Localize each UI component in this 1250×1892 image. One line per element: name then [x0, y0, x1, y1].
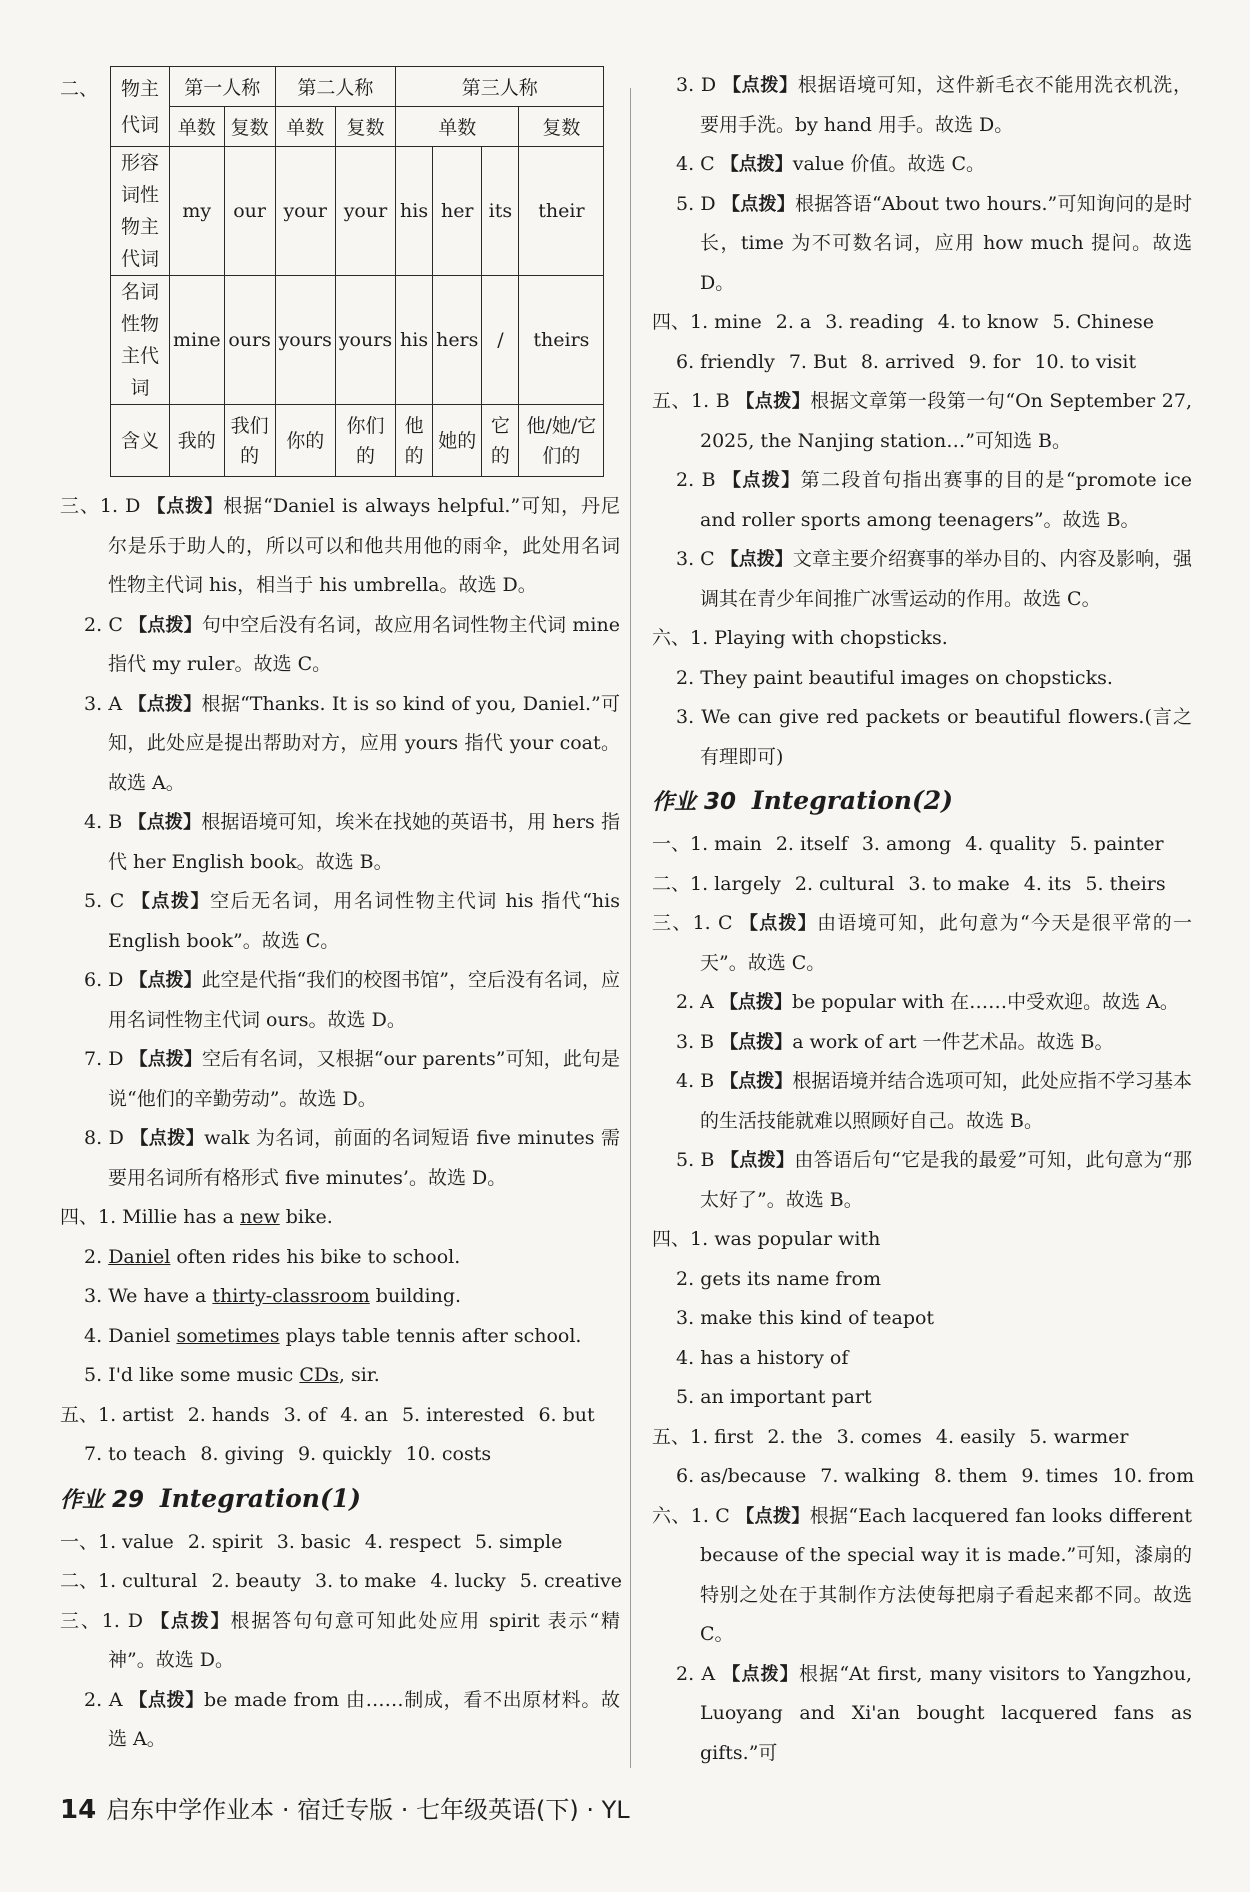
answer-row: 二、1. largely 2. cultural 3. to make 4. its 5. theirs: [652, 872, 1166, 895]
footer-title: 启东中学作业本 · 宿迁专版 · 七年级英语(下) · YL: [106, 1796, 630, 1824]
table-cell: 他的: [396, 405, 433, 477]
pronoun-table-section: [60, 66, 620, 477]
table-cell: our: [224, 147, 275, 276]
table-cell: her: [433, 147, 482, 276]
answer-item: 六、1. Playing with chopsticks.: [652, 627, 948, 649]
table-cell: yours: [335, 276, 395, 405]
answer-item: 8. D 【点拨】walk 为名词，前面的名词短语 five minutes 需要用名词所有格形式 five minutes’。故选 D。: [84, 1127, 621, 1189]
table-header-cell: 第三人称: [396, 67, 604, 107]
table-cell: 它的: [482, 405, 519, 477]
column-divider: [630, 88, 631, 1768]
answer-item: 3. A 【点拨】根据“Thanks. It is so kind of you, Daniel.”可知，此处应是提出帮助对方，应用 yours 指代 your coat。故选 A。: [84, 692, 620, 794]
table-row-label: 名词性物主代词: [111, 276, 170, 405]
answer-row: 6. as/because 7. walking 8. them 9. times 10. from: [676, 1465, 1195, 1487]
table-header-cell: 单数: [275, 107, 335, 147]
table-cell: 我们的: [224, 405, 275, 477]
table-cell: hers: [433, 276, 482, 405]
table-cell: 你的: [275, 405, 335, 477]
table-header-cell: 物主代词: [111, 67, 170, 147]
answer-item: 6. D 【点拨】此空是代指“我们的校图书馆”，空后没有名词，应用名词性物主代词 ours。故选 D。: [84, 969, 620, 1031]
assignment-29-heading: 作业 29 Integration(1): [60, 1483, 362, 1513]
table-cell: ours: [224, 276, 275, 405]
answer-item: 四、1. was popular with: [652, 1228, 881, 1250]
answer-row: 五、1. artist 2. hands 3. of 4. an 5. interested 6. but: [60, 1403, 595, 1426]
table-cell: 他/她/它们的: [519, 405, 604, 477]
answer-item: 7. D 【点拨】空后有名词，又根据“our parents”可知，此句是说“他们的辛勤劳动”。故选 D。: [84, 1048, 620, 1110]
page-footer: [60, 1790, 630, 1825]
table-cell: their: [519, 147, 604, 276]
table-cell: yours: [275, 276, 335, 405]
answer-item: 5. an important part: [676, 1386, 872, 1408]
answer-item: 三、1. D 【点拨】根据答句句意可知此处应用 spirit 表示“精神”。故选 D。: [60, 1609, 621, 1671]
answer-item: 2. C 【点拨】句中空后没有名词，故应用名词性物主代词 mine 指代 my ruler。故选 C。: [84, 613, 620, 675]
answer-item: 5. D 【点拨】根据答语“About two hours.”可知询问的是时长，time 为不可数名词，应用 how much 提问。故选 D。: [676, 192, 1193, 294]
table-header-cell: 复数: [335, 107, 395, 147]
table-header-cell: 复数: [224, 107, 275, 147]
table-cell: /: [482, 276, 519, 405]
answer-row: 7. to teach 8. giving 9. quickly 10. costs: [84, 1443, 492, 1465]
left-column: [60, 66, 620, 1760]
table-cell: mine: [170, 276, 225, 405]
table-header-cell: 单数: [396, 107, 519, 147]
section-5-answers: [60, 1396, 620, 1475]
table-row-label: 含义: [111, 405, 170, 477]
answer-item: 2. They paint beautiful images on chopsticks.: [676, 666, 1113, 689]
answer-item: 三、1. C 【点拨】由语境可知，此句意为“今天是很平常的一天”。故选 C。: [652, 912, 1192, 974]
answer-item: 5. B 【点拨】由答语后句“它是我的最爱”可知，此句意为“那太好了”。故选 B。: [676, 1149, 1192, 1211]
right-column: [652, 66, 1195, 1773]
answer-item: 3. B 【点拨】a work of art 一件艺术品。故选 B。: [676, 1030, 1114, 1053]
answer-item: 4. B 【点拨】根据语境可知，埃米在找她的英语书，用 hers 指代 her English book。故选 B。: [84, 811, 621, 873]
answer-item: 四、1. Millie has a new bike.: [60, 1206, 333, 1228]
table-cell: theirs: [519, 276, 604, 405]
table-cell: 她的: [433, 405, 482, 477]
table-cell: your: [335, 147, 395, 276]
answer-item: 五、1. B 【点拨】根据文章第一段第一句“On September 27, 2025, the Nanjing station…”可知选 B。: [652, 390, 1192, 452]
page-number: 14: [60, 1795, 97, 1825]
answer-item: 3. make this kind of teapot: [676, 1307, 935, 1329]
table-cell: your: [275, 147, 335, 276]
answer-item: 2. gets its name from: [676, 1267, 881, 1290]
answer-item: 3. D 【点拨】根据语境可知，这件新毛衣不能用洗衣机洗，要用手洗。by hand 用手。故选 D。: [676, 74, 1192, 136]
answer-row: 一、1. value 2. spirit 3. basic 4. respect 5. simple: [60, 1530, 563, 1553]
answer-item: 2. A 【点拨】根据“At first, many visitors to Yangzhou, Luoyang and Xi'an bought lacquered fans as gifts.”可: [676, 1662, 1193, 1764]
answer-row: 二、1. cultural 2. beauty 3. to make 4. lucky 5. creative: [60, 1570, 622, 1592]
section-3-answers: [60, 487, 620, 1198]
answer-item: 4. B 【点拨】根据语境并结合选项可知，此处应指不学习基本的生活技能就难以照顾好自己。故选 B。: [676, 1070, 1192, 1132]
answer-item: 5. C 【点拨】空后无名词，用名词性物主代词 his 指代“his English book”。故选 C。: [84, 890, 620, 952]
table-cell: my: [170, 147, 225, 276]
answer-row: 一、1. main 2. itself 3. among 4. quality 5. painter: [652, 833, 1164, 855]
answer-item: 六、1. C 【点拨】根据“Each lacquered fan looks different because of the special way it is made.”可知，漆扇的特别之处在于其制作方法使每把扇子看起来都不同。故选 C。: [652, 1504, 1192, 1645]
answer-item: 三、1. D 【点拨】根据“Daniel is always helpful.”可知，丹尼尔是乐于助人的，所以可以和他共用他的雨伞，此处用名词性物主代词 his，相当于 his umbrella。故选 D。: [60, 495, 621, 596]
answer-item: 3. C 【点拨】文章主要介绍赛事的举办目的、内容及影响，强调其在青少年间推广冰雪运动的作用。故选 C。: [676, 548, 1192, 610]
pronoun-table: [110, 66, 604, 477]
table-header-cell: 第一人称: [170, 67, 276, 107]
table-header-cell: 复数: [519, 107, 604, 147]
answer-item: 5. I'd like some music CDs, sir.: [84, 1364, 380, 1386]
table-row-label: 形容词性物主代词: [111, 147, 170, 276]
answer-item: 3. We have a thirty-classroom building.: [84, 1285, 462, 1307]
table-cell: its: [482, 147, 519, 276]
answer-row: 四、1. mine 2. a 3. reading 4. to know 5. Chinese: [652, 311, 1154, 333]
table-header-cell: 单数: [170, 107, 225, 147]
answer-item: 2. A 【点拨】be made from 由……制成，看不出原材料。故选 A。: [84, 1688, 621, 1750]
assignment-30-heading: 作业 30 Integration(2): [652, 786, 954, 815]
answer-item: 4. has a history of: [676, 1346, 849, 1369]
answer-item: 3. We can give red packets or beautiful flowers.(言之有理即可): [676, 706, 1192, 768]
section-4-answers: [60, 1198, 620, 1396]
answer-item: 4. Daniel sometimes plays table tennis after school.: [84, 1324, 582, 1347]
section-label: 二、: [60, 78, 99, 100]
answer-row: 五、1. first 2. the 3. comes 4. easily 5. warmer: [652, 1425, 1129, 1448]
table-cell: his: [396, 276, 433, 405]
table-cell: 我的: [170, 405, 225, 477]
answer-item: 2. Daniel often rides his bike to school.: [84, 1245, 461, 1268]
answer-row: 6. friendly 7. But 8. arrived 9. for 10. to visit: [676, 350, 1137, 373]
table-cell: 你们的: [335, 405, 395, 477]
table-cell: his: [396, 147, 433, 276]
table-header-cell: 第二人称: [275, 67, 396, 107]
answer-item: 2. A 【点拨】be popular with 在……中受欢迎。故选 A。: [676, 991, 1179, 1013]
answer-item: 4. C 【点拨】value 价值。故选 C。: [676, 153, 986, 175]
answer-item: 2. B 【点拨】第二段首句指出赛事的目的是“promote ice and roller sports among teenagers”。故选 B。: [676, 469, 1193, 531]
